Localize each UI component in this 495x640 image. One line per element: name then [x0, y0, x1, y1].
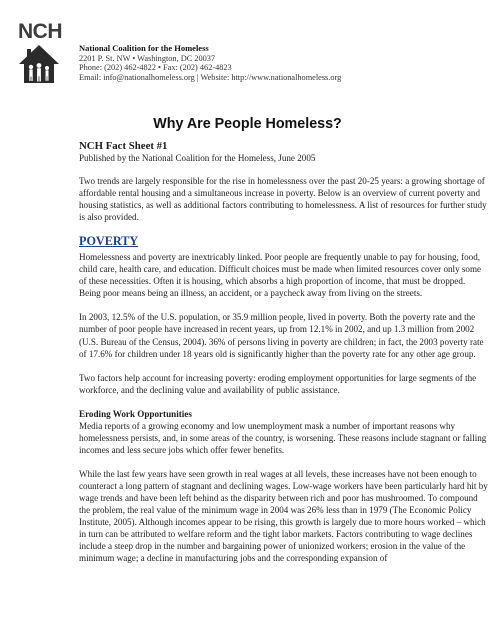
subheading-eroding-work: Eroding Work Opportunities: [79, 408, 192, 419]
org-header: [79, 44, 341, 82]
publication-line: Published by the National Coalition for the Homeless, June 2005: [79, 153, 316, 163]
org-phone: Phone: (202) 462-4822 • Fax: (202) 462-4823: [79, 63, 232, 73]
fact-sheet-title: NCH Fact Sheet #1: [79, 140, 168, 152]
work-paragraph-1: Media reports of a growing economy and low unemployment mask a number of important reasons why homelessness persists, and, in some areas of the country, is worsening. These reasons include stagnant or falling incomes and less secure jobs which offer fewer benefits.: [79, 420, 487, 455]
house-people-icon: [18, 44, 60, 84]
org-contact: Email: info@nationalhomeless.org | Website: http://www.nationalhomeless.org: [79, 72, 342, 82]
work-paragraph-2: While the last few years have seen growth in real wages at all levels, these increases have not been enough to counteract a long pattern of stagnant and declining wages. Low-wage workers have been particularly hard hit by wage trends and have been left behind as the disparity between rich and poor has mushroomed. To compound the problem, the real value of the minimum wage in 2004 was 26% less than in 1979 (The Economic Policy Institute, 2005). Although incomes appear to be rising, this growth is largely due to more hours worked – which in turn can be attributed to welfare reform and the tight labor markets. Factors contributing to wage declines include a steep drop in the number and bargaining power of unionized workers; erosion in the value of the minimum wage; a decline in manufacturing jobs and the corresponding expansion of: [79, 468, 488, 564]
poverty-paragraph-3: Two factors help account for increasing poverty: eroding employment opportunities for large segments of the workforce, and the declining value and availability of public assistance.: [79, 372, 477, 395]
section-heading-poverty: POVERTY: [79, 234, 139, 249]
org-name: National Coalition for the Homeless: [79, 43, 209, 53]
poverty-paragraph-2: In 2003, 12.5% of the U.S. population, or 35.9 million people, lived in poverty. Both the poverty rate and the number of poor people have increased in recent years, up from 12.1% in 2002, and up 1.3 million from 2002 (U.S. Bureau of the Census, 2004). 36% of persons living in poverty are children; in fact, the 2003 poverty rate of 17.6% for children under 18 years old is significantly higher than the poverty rate for any other age group.: [79, 312, 484, 359]
document-body: [79, 140, 489, 576]
intro-paragraph: Two trends are largely responsible for the rise in homelessness over the past 20-25 years: a growing shortage of affordable rental housing and a simultaneous increase in poverty. Below is an overview of current poverty and housing statistics, as well as additional factors contributing to homelessness. A list of resources for further study is also provided.: [79, 176, 487, 223]
org-address: 2201 P. St. NW • Washington, DC 20037: [79, 53, 216, 63]
logo-text: NCH: [18, 20, 62, 43]
poverty-paragraph-1: Homelessness and poverty are inextricably linked. Poor people are frequently unable to pay for housing, food, child care, health care, and education. Difficult choices must be made when limited resources cover only some of these necessities. Often it is housing, which absorbs a high proportion of income, that must be dropped. Being poor means being an illness, an accident, or a paycheck away from living on the streets.: [79, 252, 482, 299]
page-title: Why Are People Homeless?: [153, 116, 342, 132]
nch-logo: [18, 22, 60, 84]
